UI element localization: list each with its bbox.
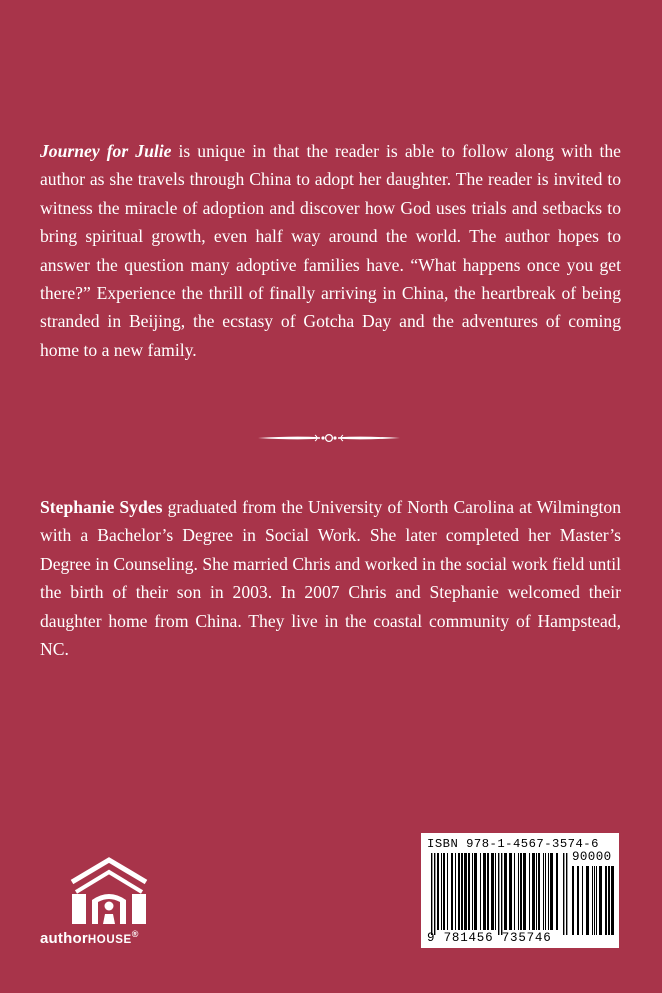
isbn-label: ISBN 978-1-4567-3574-6: [427, 837, 599, 851]
book-description: [40, 137, 621, 364]
author-bio: [40, 493, 621, 663]
bio-text: graduated from the University of North Carolina at Wilmington with a Bachelor’s Degree in Social Work. She later completed her Master’s Degree in Counseling. She married Chris and worked in the social work field until the birth of their son in 2003. In 2007 Chris and Stephanie welcomed their daughter home from China. They live in the coastal community of Hampstead, NC.: [40, 497, 621, 660]
publisher-logo: [40, 856, 190, 956]
authorhouse-logo-icon: [68, 856, 150, 928]
ornament-divider-icon: [258, 431, 400, 445]
author-name: Stephanie Sydes: [40, 497, 163, 517]
publisher-name: authorHOUSE®: [40, 929, 139, 947]
isbn-barcode: [421, 833, 619, 948]
barcode-addon: 90000: [572, 850, 612, 864]
description-text: is unique in that the reader is able to follow along with the author as she travels through China to adopt her daughter. The reader is invited to witness the miracle of adoption and discover how God uses trials and setbacks to bring spiritual growth, even half way around the world. The author hopes to answer the question many adoptive families have. “What happens once you get there?” Experience the thrill of finally arriving in China, the heartbreak of being stranded in Beijing, the ecstasy of Gotcha Day and the adventures of coming home to a new family.: [40, 141, 621, 360]
book-title: Journey for Julie: [40, 141, 172, 161]
barcode-digits: 9 781456 735746: [427, 931, 552, 945]
